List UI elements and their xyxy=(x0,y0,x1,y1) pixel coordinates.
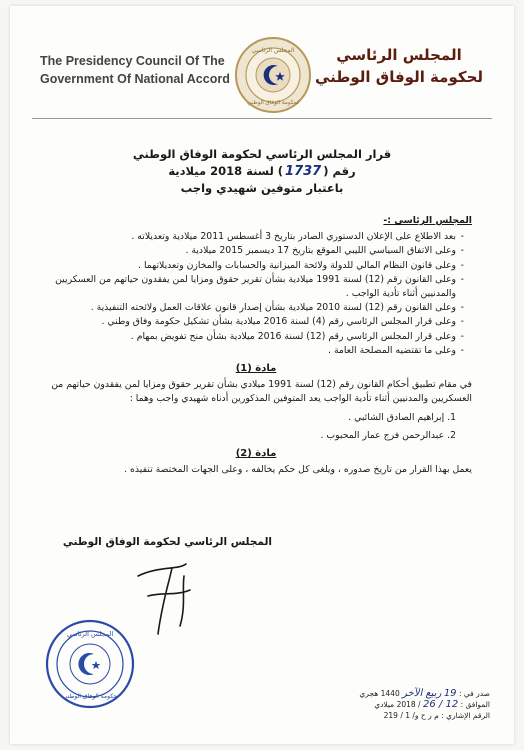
stamp-text-top: المجلس الرئاسي xyxy=(66,630,114,638)
recitals-list xyxy=(40,230,472,358)
header-arabic-line1: المجلس الرئاسي xyxy=(336,46,462,64)
recital-item: - وعلى قانون النظام المالي للدولة ولائحة الميزانية والحسابات والمخازن وتعديلاتهما . xyxy=(40,259,464,273)
article2-title: مادة (2) xyxy=(235,448,277,460)
decree-number-suffix: ) لسنة 2018 ميلادية xyxy=(168,164,284,178)
recital-item: - وعلى القانون رقم (12) لسنة 1991 ميلادية بشأن تقرير حقوق ومزايا لمن يفقدون حياتهم من العسكريين والمدنيين أثناء تأدية الواجب . xyxy=(40,273,464,301)
official-stamp xyxy=(44,618,136,710)
names-list xyxy=(40,411,472,443)
decree-number-prefix: رقم ( xyxy=(323,164,356,178)
issue-footer xyxy=(300,688,490,721)
footer-hijri-day: 19 xyxy=(443,688,457,699)
decree-title-line1: قرار المجلس الرئاسي لحكومة الوفاق الوطني xyxy=(132,147,392,161)
stamp-text-bottom: حكومة الوفاق الوطني xyxy=(62,693,118,700)
header-arabic xyxy=(314,44,484,88)
logo-caption-top: المجلس الرئاسي xyxy=(251,47,295,54)
footer-equivalent-label: الموافق : xyxy=(460,700,490,709)
footer-issued-label: صدر في : xyxy=(458,689,490,698)
decree-title xyxy=(70,146,454,197)
council-logo xyxy=(234,36,312,114)
recital-item: - وعلى قرار المجلس الرئاسي رقم (12) لسنة 2016 ميلادية بشأن منح تفويض بمهام . xyxy=(40,330,464,344)
name-item: 1. إبراهيم الصادق الشائبي . xyxy=(348,411,456,423)
signer-label: المجلس الرئاسي لحكومة الوفاق الوطني xyxy=(62,536,272,548)
footer-hijri-line xyxy=(300,688,490,699)
recital-item: - بعد الاطلاع على الإعلان الدستوري الصادر بتاريخ 3 أغسطس 2011 ميلادية وتعديلاته . xyxy=(40,230,464,244)
article1-title: مادة (1) xyxy=(235,363,277,375)
decree-title-line3: باعتبار متوفين شهيدي واجب xyxy=(180,181,344,195)
recital-item: - وعلى القانون رقم (12) لسنة 2010 ميلادية بشأن إصدار قانون علاقات العمل ولائحته التنفيذية . xyxy=(40,301,464,315)
logo-caption-bottom: لحكومة الوفاق الوطني xyxy=(247,100,299,106)
recital-item: - وعلى قرار المجلس الرئاسي رقم (4) لسنة 2016 ميلادية بشأن تشكيل حكومة وفاق وطني . xyxy=(40,315,464,329)
footer-greg-line xyxy=(300,699,490,710)
footer-greg-date: 12 / 26 xyxy=(422,699,459,710)
decree-body xyxy=(40,214,472,477)
footer-hijri-year: 1440 هجري xyxy=(359,689,400,698)
handwritten-signature xyxy=(128,556,208,646)
header-english xyxy=(40,52,245,88)
decree-number-line xyxy=(70,163,454,180)
article1-text: في مقام تطبيق أحكام القانون رقم (12) لسنة 1991 ميلادي بشأن تقرير حقوق ومزايا لمن يفقدون حياتهم من العسكريين والمدنيين أثناء تأدية الواجب يعد المتوفين المذكورين أدناه شهيدي واجب وهما : xyxy=(51,379,472,405)
header-english-line2: Government Of National Accord xyxy=(40,72,230,86)
article2-text: يعمل بهذا القرار من تاريخ صدوره ، ويلغى كل حكم يخالفه ، وعلى الجهات المختصة تنفيذه . xyxy=(124,464,472,476)
footer-hijri-month: ربيع الآخر xyxy=(402,688,442,699)
header-arabic-line2: لحكومة الوفاق الوطني xyxy=(314,68,484,86)
name-item: 2. عبدالرحمن فرج عمار المحبوب . xyxy=(320,429,456,441)
decree-number-handwritten: 1737 xyxy=(285,164,322,179)
header-english-line1: The Presidency Council Of The xyxy=(40,54,225,68)
recital-item: - وعلى الاتفاق السياسي الليبي الموقع بتاريخ 17 ديسمبر 2015 ميلادية . xyxy=(40,244,464,258)
council-label: المجلس الرئاسي :- xyxy=(383,215,472,226)
document-page xyxy=(10,6,514,744)
recital-item: - وعلى ما تقتضيه المصلحة العامة . xyxy=(40,344,464,358)
footer-greg-year: / 2018 ميلادي xyxy=(374,700,421,709)
header-divider xyxy=(32,118,492,119)
footer-reference: الرقم الإشاري : م ر ح و/ 1 / 219 xyxy=(383,711,490,720)
